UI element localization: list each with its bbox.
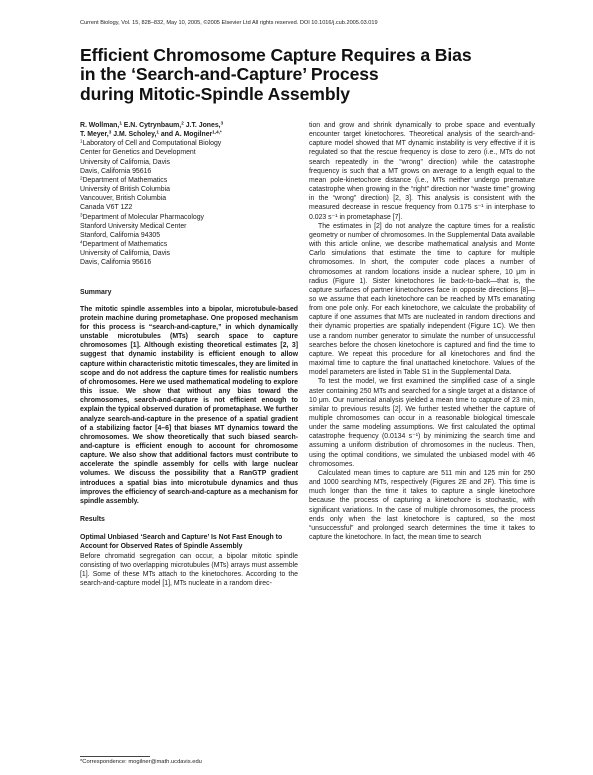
author-name: T. Meyer, — [80, 131, 109, 139]
affiliation-text: Canada V6T 1Z2 — [80, 204, 133, 212]
author-affiliation-mark: 2 — [181, 120, 184, 126]
affiliation-text: University of California, Davis — [80, 158, 170, 166]
left-column — [80, 121, 298, 588]
affiliation-mark: 1 — [80, 138, 83, 144]
results-subheading: Optimal Unbiased ‘Search and Capture’ Is Not Fast Enough to Account for Observed Rates of Spindle Assembly — [80, 534, 283, 551]
author-line — [80, 121, 298, 130]
author-name: J.T. Jones, — [183, 122, 221, 129]
affiliation-text: Department of Mathematics — [82, 241, 168, 249]
author-name: J.M. Scholey, — [111, 131, 157, 139]
affiliation-text: University of British Columbia — [80, 186, 170, 194]
affiliation-text: Laboratory of Cell and Computational Biology — [82, 140, 222, 148]
affiliation-text: Department of Mathematics — [82, 176, 168, 184]
author-affiliation-mark: 3 — [220, 120, 224, 126]
affiliation-line — [80, 185, 298, 194]
affiliation-text: Davis, California 95616 — [80, 259, 152, 267]
affiliation-line — [80, 203, 298, 212]
author-affiliation-mark: 1 — [119, 120, 122, 126]
results-paragraph: Before chromatid segregation can occur, a bipolar mitotic spindle consisting of two overlapping microtubules (MTs) arrays must assemble [1]. Some of these MTs attach to the kinetochores. According to the search-and-capture model [1], MTs nucleate in a random direc- — [80, 552, 298, 588]
affiliation-line — [80, 258, 298, 267]
title-line: Efficient Chromosome Capture Requires a Bias — [80, 45, 472, 65]
body-paragraph: tion and grow and shrink dynamically to probe space and eventually encounter target kinetochores. Theoretical analysis of the search-and-capture model showed that MT dynamic instability is very effective if it is regulated so that the rescue frequency is close to zero (i.e., MTs do not search repeatedly in the “wrong” direction) while the catastrophe frequency is such that a MT grows on average to a length equal to the mean pole-kinetochore distance (i.e., MTs neither undergo premature catastrophe when growing in the “right” direction nor “waste time” growing in the “wrong” direction) [2, 3]. This analysis is consistent with the measured decrease in rescue frequency from 0.175 s⁻¹ in interphase to 0.023 s⁻¹ in prometaphase [7]. — [309, 122, 535, 221]
affiliation-line — [80, 176, 298, 185]
body-paragraph: Calculated mean times to capture are 511 min and 125 min for 250 and 1000 searching MTs, respectively (Figures 2E and 2F). This time is much longer than the time it takes to capture a single kinetochore because the process of capturing a kinetochore is stochastic, with significant variations. In the case of multiple chromosomes, the process ends only when the last kinetochore is captured, so the most “unsuccessful” and prolonged search determines the time it takes to capture the kinetochore. In fact, the mean time to search — [309, 469, 535, 542]
body-paragraph: To test the model, we first examined the simplified case of a single aster containing 250 MTs and searched for a single target at a distance of 10 μm. Our numerical analysis yielded a mean time to capture of 23 min, similar to previous results [2]. We further tested whether the capture of multiple chromosomes can occur in a reasonable biological timescale under the same modeling assumptions. We first calculated the optimal catastrophe frequency (0.0134 s⁻¹) by minimizing the search time and assuming a uniform distribution of chromosomes in the nucleus. Then, using the optimal conditions, we simulated the unbiased model with 46 chromosomes. — [309, 378, 535, 468]
author-name: and A. Mogilner — [158, 131, 213, 139]
affiliation-text: Vancouver, British Columbia — [80, 195, 167, 203]
right-column — [309, 121, 535, 542]
author-affiliation-mark: 1,4,* — [212, 129, 222, 135]
affiliation-line — [80, 167, 298, 176]
journal-header: Current Biology, Vol. 15, 828–832, May 10, 2005, ©2005 Elsevier Ltd All rights reserved. DOI 10.1016/j.cub.2005.03.019 — [80, 20, 378, 26]
affiliation-line — [80, 249, 298, 258]
affiliation-line — [80, 222, 298, 231]
author-affiliation-mark: 1 — [156, 129, 159, 135]
affiliation-text: University of California, Davis — [80, 250, 170, 258]
affiliations — [80, 139, 298, 267]
affiliation-text: Center for Genetics and Development — [80, 149, 196, 157]
summary-heading: Summary — [80, 288, 112, 296]
author-name: R. Wollman, — [80, 122, 120, 129]
affiliation-text: Department of Molecular Pharmacology — [82, 213, 204, 221]
author-affiliation-mark: 3 — [108, 129, 112, 135]
summary-text: The mitotic spindle assembles into a bipolar, microtubule-based protein machine during prometaphase. One proposed mechanism for this process is “search-and-capture,” in which dynamically unstable microtubules (MTs) search space to capture chromosomes [1]. Although existing theoretical estimates [2, 3] suggest that dynamic instability is efficient enough to allow capture within characteristic mitotic timescales, they are limited in scope and do not address the capture times for realistic numbers of chromosomes. Here we used mathematical modeling to explore this issue. We show that without any bias toward the chromosomes, search-and-capture is not efficient enough to explain the typical observed duration of prometaphase. We further analyze search-and-capture in the presence of a spatial gradient of a stabilizing factor [4–6] that biases MT dynamics toward the chromosomes. We show theoretically that such biased search-and-capture is efficient enough to account for chromosome capture. We also show that additional factors must contribute to accelerate the spindle assembly for cells with large nuclear volumes. We discuss the possibility that a RanGTP gradient introduces a spatial bias into microtubule dynamics and thus improves the efficiency of search-and-capture as a mechanism for spindle assembly. — [80, 305, 298, 505]
affiliation-line — [80, 213, 298, 222]
affiliation-text: Stanford University Medical Center — [80, 222, 187, 230]
affiliation-mark: 2 — [80, 175, 83, 181]
author-name: E.N. Cytrynbaum, — [121, 122, 182, 129]
article-title — [80, 46, 520, 104]
affiliation-line — [80, 231, 298, 240]
title-line: during Mitotic-Spindle Assembly — [80, 83, 350, 104]
title-line: in the ‘Search-and-Capture’ Process — [80, 64, 379, 85]
affiliation-mark: 4 — [80, 239, 83, 245]
body-paragraph: The estimates in [2] do not analyze the capture times for a realistic geometry or number of chromosomes. In the Supplemental Data available with this article online, we describe mathematical analysis and Monte Carlo simulations that estimate the time to capture for multiple chromosomes. In short, the computer code places a number of chromosomes at random locations inside a nuclear sphere, 10 μm in radius (Figure 1). Sister kinetochores lie back-to-back—that is, the capture surfaces of partner kinetochores face in opposite directions [8]—so we assume that each kinetochore can be reached by MTs emanating from one pole only. For each kinetochore, we calculate the probability of capture if one assumes that MTs are nucleated in random directions and their dynamic properties are spatially independent (Figure 1C). We then use a random number generator to simulate the number of unsuccessful searches before the chosen kinetochore is captured and find the time to capture. We repeat this procedure for all kinetochores and find the maximal time to capture the final unattached kinetochore. Values of the model parameters are listed in Table S1 in the Supplemental Data. — [309, 222, 535, 377]
affiliation-mark: 3 — [80, 212, 83, 218]
footnote-divider — [80, 756, 150, 757]
results-heading: Results — [80, 516, 105, 524]
affiliation-line — [80, 148, 298, 157]
author-line — [80, 130, 298, 139]
affiliation-line — [80, 139, 298, 148]
affiliation-line — [80, 240, 298, 249]
affiliation-line — [80, 158, 298, 167]
affiliation-text: Davis, California 95616 — [80, 167, 152, 175]
correspondence-footnote: *Correspondence: mogilner@math.ucdavis.edu — [80, 759, 202, 765]
affiliation-line — [80, 194, 298, 203]
affiliation-text: Stanford, California 94305 — [80, 231, 161, 239]
